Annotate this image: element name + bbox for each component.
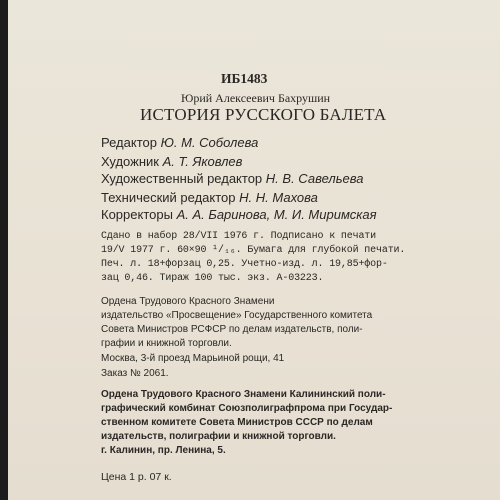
printer-address: г. Калинин, пр. Ленина, 5. xyxy=(101,445,226,456)
colophon-page xyxy=(8,0,500,500)
credit-person: А. Т. Яковлев xyxy=(162,154,243,169)
credit-person: Н. В. Савельева xyxy=(265,171,364,186)
index-code: ИБ1483 xyxy=(221,71,268,86)
publisher-line: Совета Министров РСФСР по делам издательств, поли- xyxy=(101,324,363,335)
credit-artist xyxy=(101,155,242,168)
printer-line: ственном комитете Совета Министров СССР по делам xyxy=(101,417,373,428)
technical-line: зац 0,46. Тираж 100 тыс. экз. А-03223. xyxy=(101,273,324,284)
credit-person: Н. Н. Махова xyxy=(239,190,318,205)
author-name: Юрий Алексеевич Бахрушин xyxy=(181,91,331,105)
credit-editor xyxy=(101,136,258,149)
printer-line: издательств, полиграфии и книжной торговли. xyxy=(101,431,336,442)
credit-role: Корректоры xyxy=(101,207,173,222)
publisher-address: Москва, 3-й проезд Марьиной рощи, 41 xyxy=(101,353,285,364)
publisher-line: издательство «Просвещение» Государственного комитета xyxy=(101,310,373,321)
order-number: Заказ № 2061. xyxy=(101,368,169,379)
credit-role: Технический редактор xyxy=(101,190,236,205)
publisher-line: Ордена Трудового Красного Знамени xyxy=(101,296,275,307)
book-title: ИСТОРИЯ РУССКОГО БАЛЕТА xyxy=(140,105,387,124)
credit-tech-editor xyxy=(101,191,318,204)
credit-role: Художественный редактор xyxy=(101,171,263,186)
credit-proofreaders xyxy=(101,208,377,221)
credit-art-editor xyxy=(101,172,364,185)
technical-line: Печ. л. 18+форзац 0,25. Учетно-изд. л. 19,85+фор- xyxy=(101,259,388,270)
credit-person: Ю. М. Соболева xyxy=(160,135,259,150)
credit-role: Художник xyxy=(101,154,159,169)
price-label: Цена 1 р. 07 к. xyxy=(101,471,172,483)
technical-line: Сдано в набор 28/VII 1976 г. Подписано к печати xyxy=(101,231,376,242)
credit-role: Редактор xyxy=(101,135,157,150)
technical-line: 19/V 1977 г. 60×90 ¹/₁₆. Бумага для глубокой печати. xyxy=(101,245,406,256)
printer-line: Ордена Трудового Красного Знамени Калининский поли- xyxy=(101,389,386,400)
publisher-line: графии и книжной торговли. xyxy=(101,338,232,349)
credit-person: А. А. Баринова, М. И. Миримская xyxy=(176,207,377,222)
printer-line: графический комбинат Союзполиграфпрома при Государ- xyxy=(101,403,393,414)
